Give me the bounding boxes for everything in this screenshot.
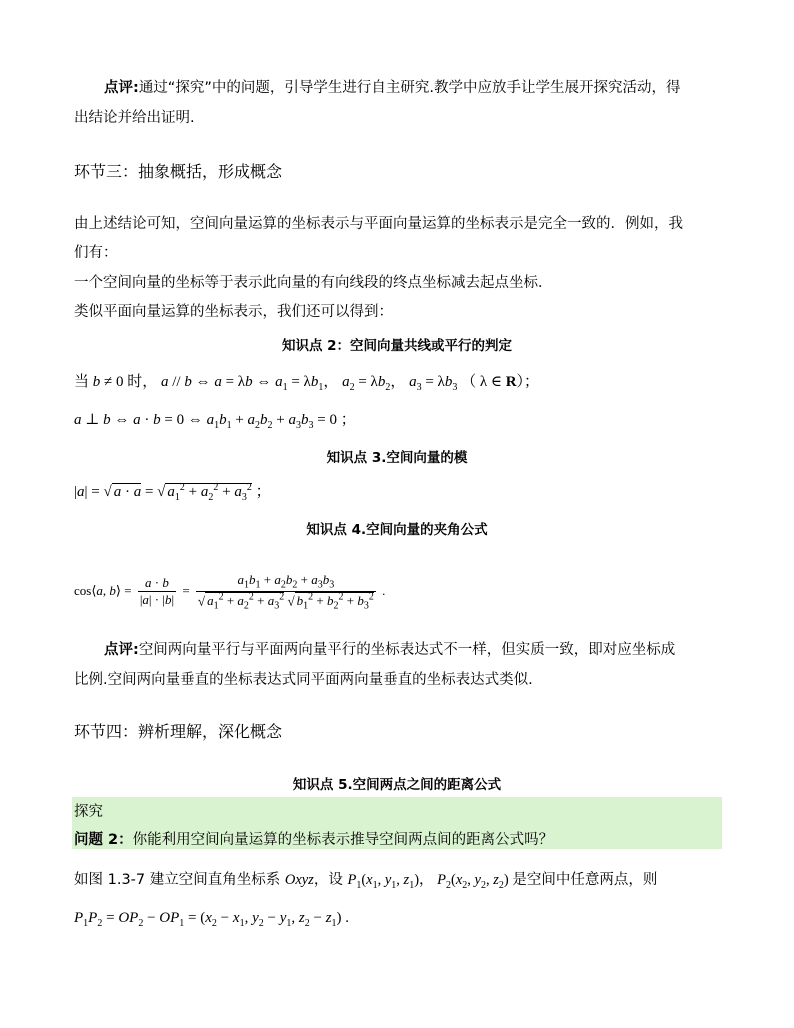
comment-1-line-1 [104, 78, 754, 98]
points-formula: $P_1(x_1$, $y_1$, $z_1$)， $P_2(x_2$, $y_2$, $z_2$) [347, 872, 513, 891]
question-2-label: 问题 2： [74, 832, 133, 848]
question-2 [74, 830, 724, 850]
vector-difference-formula: $P_1P_2 = OP_2 - OP_1 = (x_2 - x_1$, $y_2 - y_1$, $z_2 - z_1$) . [74, 910, 350, 929]
coordinate-system-name: Oxyz [284, 872, 314, 888]
explore-label: 探究 [74, 804, 103, 820]
paragraph-2: 一个空间向量的坐标等于表示此向量的有向线段的终点坐标减去起点坐标． [74, 275, 553, 291]
section-4-title: 环节四：辨析理解，深化概念 [74, 722, 283, 741]
knowledge-point-4-title: 知识点 4.空间向量的夹角公式 [306, 522, 488, 538]
last-paragraph-text-1: 如图 1.3-7 建立空间直角坐标系 [74, 872, 285, 888]
paragraph-1-line-2: 们有： [74, 245, 118, 261]
comment-2-line-2: 比例.空间两向量垂直的坐标表达式同平面两向量垂直的坐标表达式类似. [74, 672, 533, 688]
last-paragraph-text-2: ，设 [313, 872, 348, 888]
comment-2-text-1: 空间两向量平行与平面两向量平行的坐标表达式不一样，但实质一致，即对应坐标成 [138, 642, 676, 658]
angle-formula: cos⟨a, b⟩ = $\frac{a \cdot b}{|a| \cdot |b|}$ = $\frac{a_1b_1 + a_2b_2 + a_3b_3}{√ a_1^2 + a_2^2 + a_3^2 √ b_1^2 + b_2^2 + b_3^2}$ . [74, 572, 386, 612]
knowledge-point-2-title: 知识点 2：空间向量共线或平行的判定 [281, 338, 513, 354]
comment-1-label: 点评: [104, 80, 139, 96]
parallel-formula: 当 b ≠ 0 时， a // b ⇔ a = λb ⇔ $a_1 = \lambda b_1$， $a_2 = \lambda b_2$， $a_3 = \lambda b_3$ （ λ ∈ R）； [74, 374, 540, 393]
section-3-title: 环节三：抽象概括，形成概念 [74, 162, 283, 181]
paragraph-1-line-1: 由上述结论可知，空间向量运算的坐标表示与平面向量运算的坐标表示是完全一致的．例如，我 [74, 216, 683, 232]
knowledge-point-3-title: 知识点 3.空间向量的模 [326, 450, 468, 466]
comment-2-line-1 [104, 640, 754, 660]
comment-2-label: 点评: [104, 642, 139, 658]
question-2-text: 你能利用空间向量运算的坐标表示推导空间两点间的距离公式吗？ [132, 832, 554, 848]
magnitude-formula: |a| = √ a · a = √ $a_1^2 + a_2^2 + a_3^2$ ； [74, 482, 271, 503]
comment-1-text-1: 通过“探究”中的问题，引导学生进行自主研究.教学中应放手让学生展开探究活动，得 [138, 80, 681, 96]
last-paragraph-line-1 [74, 870, 724, 896]
perpendicular-formula: a ⊥ b ⇔ a · b = 0 ⇔ $a_1b_1 + a_2b_2 + a_3b_3 = 0$ ； [74, 412, 356, 431]
last-paragraph-text-3: 是空间中任意两点，则 [512, 872, 658, 888]
knowledge-point-5-title: 知识点 5.空间两点之间的距离公式 [292, 777, 502, 793]
paragraph-3: 类似平面向量运算的坐标表示，我们还可以得到： [74, 304, 393, 320]
comment-1-line-2: 出结论并给出证明. [74, 110, 195, 126]
